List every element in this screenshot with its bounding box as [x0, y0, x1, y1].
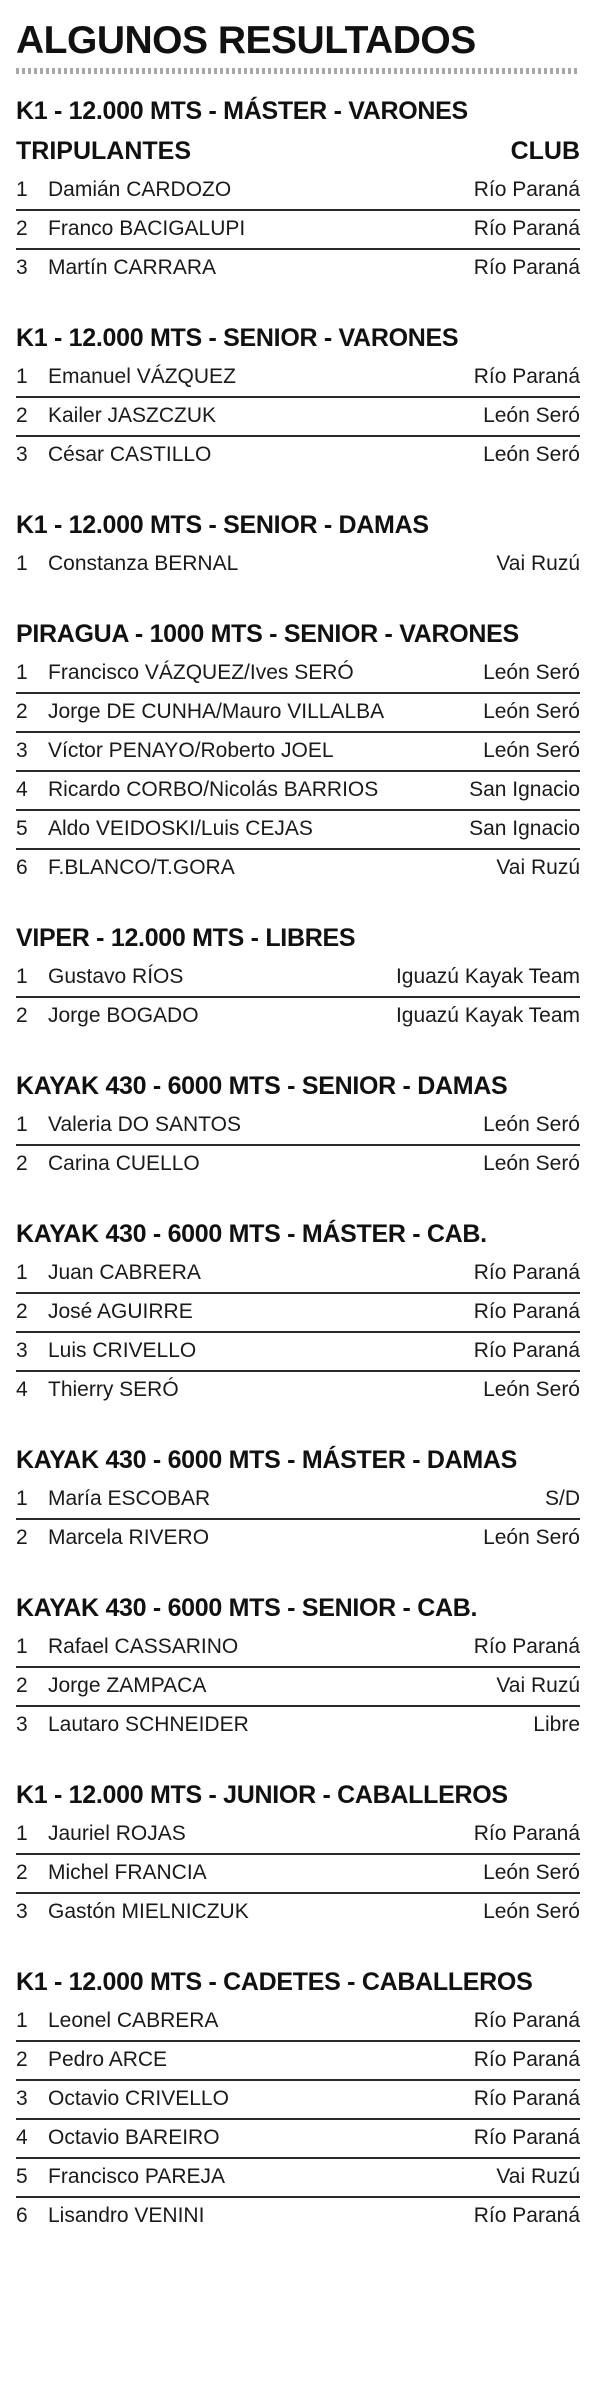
crew-name: Jorge ZAMPACA: [48, 1674, 207, 1697]
position-number: 4: [16, 2126, 28, 2149]
result-row: [16, 998, 580, 1037]
column-header: [16, 136, 580, 166]
result-row: [16, 172, 580, 211]
crew-name: Michel FRANCIA: [48, 1861, 207, 1884]
position-number: 2: [16, 1861, 28, 1884]
position-number: 3: [16, 1339, 28, 1362]
result-row: [16, 2003, 580, 2042]
crew-name: Kailer JASZCZUK: [48, 404, 217, 427]
club-name: San Ignacio: [469, 817, 580, 840]
result-row: [16, 1107, 580, 1146]
position-number: 1: [16, 661, 28, 684]
column-header-club: CLUB: [510, 137, 580, 165]
result-row: [16, 1372, 580, 1411]
crew-name: Octavio CRIVELLO: [48, 2087, 229, 2110]
position-number: 1: [16, 1822, 28, 1845]
crew-name: José AGUIRRE: [48, 1300, 193, 1323]
result-row: [16, 1668, 580, 1707]
club-name: Vai Ruzú: [496, 1674, 580, 1697]
result-row: [16, 1255, 580, 1294]
club-name: Río Paraná: [473, 2087, 580, 2110]
crew-name: Aldo VEIDOSKI/Luis CEJAS: [48, 817, 313, 840]
club-name: Río Paraná: [473, 365, 580, 388]
results-rows: [16, 172, 580, 289]
club-name: Iguazú Kayak Team: [395, 1004, 580, 1027]
result-row: [16, 694, 580, 733]
crew-name: Thierry SERÓ: [48, 1378, 179, 1401]
section-title: K1 - 12.000 MTS - SENIOR - DAMAS: [16, 511, 429, 539]
club-name: Río Paraná: [473, 1261, 580, 1284]
result-row: [16, 1855, 580, 1894]
club-name: Río Paraná: [473, 2048, 580, 2071]
crew-name: Ricardo CORBO/Nicolás BARRIOS: [48, 778, 379, 801]
results-list: [16, 96, 580, 2237]
section-title: PIRAGUA - 1000 MTS - SENIOR - VARONES: [16, 620, 519, 648]
result-row: [16, 1146, 580, 1185]
result-row: [16, 1816, 580, 1855]
position-number: 2: [16, 1674, 28, 1697]
section-title: VIPER - 12.000 MTS - LIBRES: [16, 924, 356, 952]
results-section: [16, 1071, 580, 1185]
result-row: [16, 2042, 580, 2081]
results-rows: [16, 359, 580, 476]
position-number: 1: [16, 1487, 28, 1510]
crew-name: Damián CARDOZO: [48, 178, 232, 201]
position-number: 1: [16, 1261, 28, 1284]
crew-name: Lautaro SCHNEIDER: [48, 1713, 249, 1736]
result-row: [16, 2198, 580, 2237]
position-number: 1: [16, 965, 28, 988]
club-name: León Seró: [483, 1378, 580, 1401]
club-name: León Seró: [483, 1113, 580, 1136]
results-section: [16, 1219, 580, 1411]
crew-name: Francisco PAREJA: [48, 2165, 225, 2188]
club-name: León Seró: [483, 1900, 580, 1923]
crew-name: F.BLANCO/T.GORA: [48, 856, 235, 879]
club-name: León Seró: [483, 443, 580, 466]
results-rows: [16, 655, 580, 889]
results-section: [16, 1593, 580, 1746]
results-page: [16, 0, 580, 2237]
result-row: [16, 1294, 580, 1333]
crew-name: Jorge BOGADO: [48, 1004, 199, 1027]
club-name: León Seró: [483, 404, 580, 427]
results-section: [16, 923, 580, 1037]
results-rows: [16, 1816, 580, 1933]
crew-name: Pedro ARCE: [48, 2048, 168, 2071]
section-title: K1 - 12.000 MTS - SENIOR - VARONES: [16, 324, 459, 352]
club-name: Vai Ruzú: [496, 856, 580, 879]
club-name: Vai Ruzú: [496, 2165, 580, 2188]
crew-name: Martín CARRARA: [48, 256, 217, 279]
result-row: [16, 437, 580, 476]
result-row: [16, 2159, 580, 2198]
position-number: 2: [16, 700, 28, 723]
position-number: 1: [16, 1113, 28, 1136]
result-row: [16, 811, 580, 850]
result-row: [16, 2081, 580, 2120]
club-name: Río Paraná: [473, 2126, 580, 2149]
position-number: 1: [16, 2009, 28, 2032]
crew-name: Jorge DE CUNHA/Mauro VILLALBA: [48, 700, 385, 723]
results-rows: [16, 1255, 580, 1411]
page-title: ALGUNOS RESULTADOS: [16, 19, 476, 62]
result-row: [16, 546, 580, 585]
results-section: [16, 510, 580, 585]
result-row: [16, 2120, 580, 2159]
position-number: 1: [16, 178, 28, 201]
crew-name: Gustavo RÍOS: [48, 965, 184, 988]
results-section: [16, 96, 580, 289]
club-name: León Seró: [483, 1861, 580, 1884]
result-row: [16, 959, 580, 998]
crew-name: Luis CRIVELLO: [48, 1339, 197, 1362]
position-number: 3: [16, 443, 28, 466]
results-rows: [16, 1629, 580, 1746]
crew-name: Lisandro VENINI: [48, 2204, 205, 2227]
results-section: [16, 1445, 580, 1559]
result-row: [16, 1481, 580, 1520]
result-row: [16, 211, 580, 250]
results-rows: [16, 546, 580, 585]
section-title: KAYAK 430 - 6000 MTS - MÁSTER - CAB.: [16, 1220, 487, 1248]
results-section: [16, 323, 580, 476]
position-number: 3: [16, 2087, 28, 2110]
section-title: K1 - 12.000 MTS - CADETES - CABALLEROS: [16, 1968, 533, 1996]
club-name: San Ignacio: [469, 778, 580, 801]
section-title: KAYAK 430 - 6000 MTS - SENIOR - CAB.: [16, 1594, 478, 1622]
result-row: [16, 1333, 580, 1372]
position-number: 2: [16, 2048, 28, 2071]
section-title: KAYAK 430 - 6000 MTS - MÁSTER - DAMAS: [16, 1446, 518, 1474]
result-row: [16, 850, 580, 889]
results-section: [16, 1967, 580, 2237]
club-name: Río Paraná: [473, 1635, 580, 1658]
position-number: 2: [16, 1526, 28, 1549]
title-divider: [16, 68, 580, 74]
club-name: León Seró: [483, 1152, 580, 1175]
position-number: 4: [16, 778, 28, 801]
position-number: 1: [16, 365, 28, 388]
crew-name: Emanuel VÁZQUEZ: [48, 365, 236, 388]
result-row: [16, 1520, 580, 1559]
position-number: 2: [16, 1300, 28, 1323]
crew-name: Francisco VÁZQUEZ/Ives SERÓ: [48, 661, 354, 684]
position-number: 1: [16, 552, 28, 575]
position-number: 1: [16, 1635, 28, 1658]
result-row: [16, 1629, 580, 1668]
position-number: 2: [16, 404, 28, 427]
results-section: [16, 1780, 580, 1933]
result-row: [16, 772, 580, 811]
club-name: León Seró: [483, 700, 580, 723]
crew-name: Carina CUELLO: [48, 1152, 200, 1175]
results-rows: [16, 1481, 580, 1559]
position-number: 2: [16, 1152, 28, 1175]
crew-name: Franco BACIGALUPI: [48, 217, 246, 240]
club-name: Iguazú Kayak Team: [395, 965, 580, 988]
position-number: 3: [16, 739, 28, 762]
result-row: [16, 655, 580, 694]
position-number: 2: [16, 1004, 28, 1027]
section-title: K1 - 12.000 MTS - JUNIOR - CABALLEROS: [16, 1781, 508, 1809]
position-number: 6: [16, 856, 28, 879]
position-number: 5: [16, 817, 28, 840]
position-number: 3: [16, 1713, 28, 1736]
result-row: [16, 359, 580, 398]
section-title: KAYAK 430 - 6000 MTS - SENIOR - DAMAS: [16, 1072, 508, 1100]
crew-name: Jauriel ROJAS: [48, 1822, 186, 1845]
club-name: Río Paraná: [473, 217, 580, 240]
results-rows: [16, 1107, 580, 1185]
club-name: León Seró: [483, 739, 580, 762]
crew-name: Leonel CABRERA: [48, 2009, 219, 2032]
club-name: S/D: [544, 1487, 580, 1510]
results-section: [16, 619, 580, 889]
club-name: Río Paraná: [473, 1822, 580, 1845]
club-name: Río Paraná: [473, 256, 580, 279]
result-row: [16, 733, 580, 772]
section-title: K1 - 12.000 MTS - MÁSTER - VARONES: [16, 97, 468, 125]
position-number: 6: [16, 2204, 28, 2227]
crew-name: Rafael CASSARINO: [48, 1635, 239, 1658]
result-row: [16, 398, 580, 437]
crew-name: María ESCOBAR: [48, 1487, 211, 1510]
club-name: Vai Ruzú: [496, 552, 580, 575]
crew-name: Víctor PENAYO/Roberto JOEL: [48, 739, 334, 762]
club-name: León Seró: [483, 661, 580, 684]
club-name: Río Paraná: [473, 2009, 580, 2032]
club-name: Libre: [533, 1713, 580, 1736]
club-name: Río Paraná: [473, 178, 580, 201]
club-name: Río Paraná: [473, 1300, 580, 1323]
column-header-crew: TRIPULANTES: [16, 137, 191, 165]
crew-name: Gastón MIELNICZUK: [48, 1900, 249, 1923]
position-number: 3: [16, 256, 28, 279]
crew-name: Octavio BAREIRO: [48, 2126, 220, 2149]
results-rows: [16, 959, 580, 1037]
crew-name: Valeria DO SANTOS: [48, 1113, 241, 1136]
club-name: Río Paraná: [473, 2204, 580, 2227]
result-row: [16, 1894, 580, 1933]
club-name: Río Paraná: [473, 1339, 580, 1362]
position-number: 3: [16, 1900, 28, 1923]
result-row: [16, 1707, 580, 1746]
position-number: 5: [16, 2165, 28, 2188]
club-name: León Seró: [483, 1526, 580, 1549]
results-rows: [16, 2003, 580, 2237]
position-number: 4: [16, 1378, 28, 1401]
result-row: [16, 250, 580, 289]
crew-name: Juan CABRERA: [48, 1261, 201, 1284]
crew-name: César CASTILLO: [48, 443, 212, 466]
crew-name: Marcela RIVERO: [48, 1526, 210, 1549]
crew-name: Constanza BERNAL: [48, 552, 239, 575]
position-number: 2: [16, 217, 28, 240]
